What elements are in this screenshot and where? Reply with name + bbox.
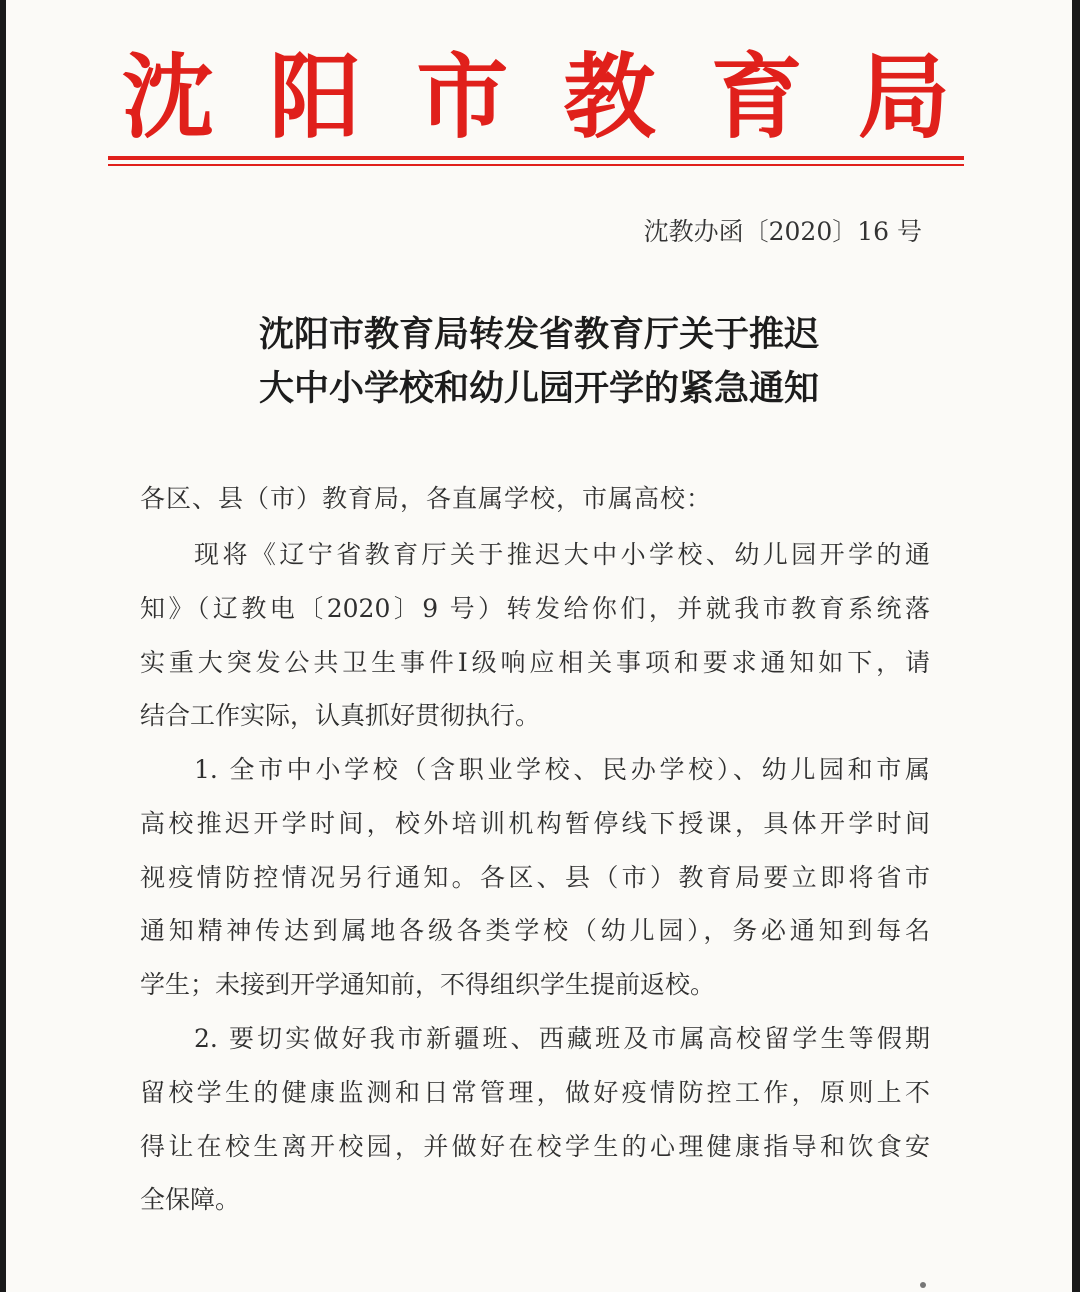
paragraph-line: 结合工作实际，认真抓好贯彻执行。 [140, 701, 541, 731]
paragraph-line: 视疫情防控情况另行通知。各区、县（市）教育局要立即将省市 [140, 862, 930, 892]
masthead-divider-thin [108, 164, 964, 166]
paragraph-line: 得让在校生离开校园，并做好在校学生的心理健康指导和饮食安 [140, 1131, 930, 1161]
masthead-char: 沈 [121, 44, 214, 151]
paragraph-line: 留校学生的健康监测和日常管理，做好疫情防控工作，原则上不 [140, 1077, 930, 1107]
document-number: 沈教办函〔2020〕16 号 [643, 217, 922, 246]
masthead [108, 42, 964, 154]
masthead-char: 市 [416, 44, 509, 151]
document-title [6, 308, 1072, 416]
masthead-char: 阳 [269, 44, 362, 151]
paragraph-line: 学生；未接到开学通知前，不得组织学生提前返校。 [140, 970, 716, 1000]
page-corner-mark [920, 1282, 926, 1288]
body-paragraph-item-2 [140, 1012, 930, 1227]
paragraph-line: 1. 全市中小学校（含职业学校、民办学校）、幼儿园和市属 [194, 755, 930, 784]
title-line-2: 大中小学校和幼儿园开学的紧急通知 [258, 369, 819, 409]
paragraph-line: 实重大突发公共卫生事件Ⅰ级响应相关事项和要求通知如下，请 [140, 647, 930, 677]
masthead-char: 教 [563, 44, 656, 151]
body-paragraph-item-1 [140, 743, 930, 1012]
paragraph-line: 现将《辽宁省教育厅关于推迟大中小学校、幼儿园开学的通 [194, 540, 930, 569]
paragraph-line: 全保障。 [140, 1185, 241, 1215]
paragraph-line: 知》（辽教电〔2020〕9 号）转发给你们，并就我市教育系统落 [140, 593, 930, 623]
title-line-1: 沈阳市教育局转发省教育厅关于推迟 [258, 315, 819, 355]
paragraph-line: 2. 要切实做好我市新疆班、西藏班及市属高校留学生等假期 [194, 1024, 930, 1053]
masthead-char: 育 [710, 44, 803, 151]
document-page [6, 0, 1072, 1292]
paragraph-line: 通知精神传达到属地各级各类学校（幼儿园），务必通知到每名 [140, 916, 930, 946]
salutation: 各区、县（市）教育局，各直属学校，市属高校： [140, 484, 713, 513]
masthead-char: 局 [857, 44, 950, 151]
paragraph-line: 高校推迟开学时间，校外培训机构暂停线下授课，具体开学时间 [140, 808, 930, 838]
body-paragraph-intro [140, 528, 930, 743]
masthead-divider-thick [108, 156, 964, 160]
